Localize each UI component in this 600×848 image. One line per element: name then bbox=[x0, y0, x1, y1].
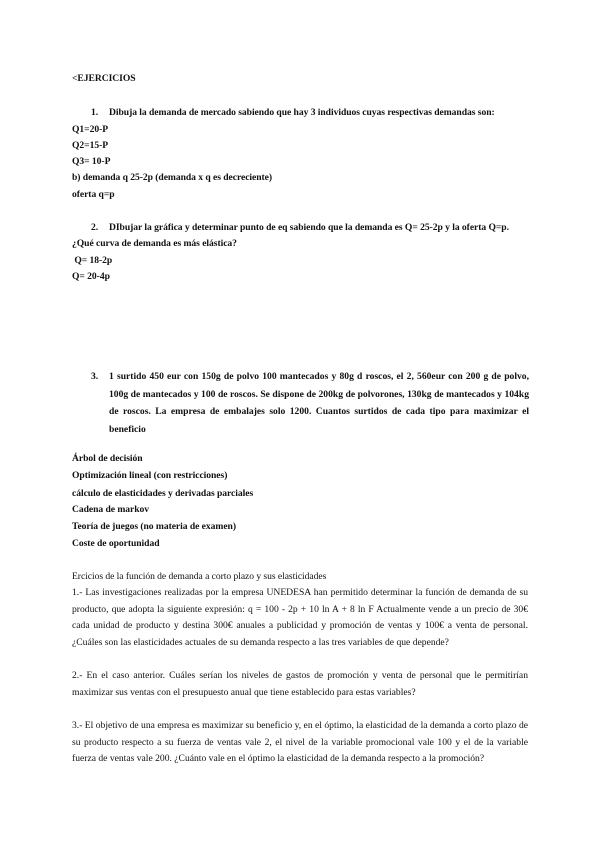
paragraph-3: 3.- El objetivo de una empresa es maximizar su beneficio y, en el óptimo, la elasticidad de la demanda a corto plazo de su producto respecto a su fuerza de ventas vale 2, el nivel de la variable promocional vale 100 y el de la variable fuerza de ventas vale 200. ¿Cuánto vale en el óptimo la elasticidad de la demanda respecto a la promoción? bbox=[72, 720, 528, 764]
topic-item: Coste de oportunidad bbox=[72, 538, 160, 549]
exercise-2-qa: Q= 18-2p bbox=[72, 255, 113, 266]
topic-item: cálculo de elasticidades y derivadas parciales bbox=[72, 488, 254, 499]
exercise-1-number: 1. bbox=[91, 107, 99, 118]
topic-item: Optimización lineal (con restricciones) bbox=[72, 470, 228, 481]
paragraph-2: 2.- En el caso anterior. Cuáles serían los niveles de gastos de promoción y venta de personal que le permitirían maximizar sus ventas con el presupuesto anual que tiene establecido para estas variables? bbox=[72, 670, 528, 698]
exercise-1-q3: Q3= 10-P bbox=[72, 156, 111, 167]
exercise-1-q1: Q1=20-P bbox=[72, 124, 109, 135]
exercise-1-oferta: oferta q=p bbox=[72, 189, 115, 200]
exercise-2-qb: Q= 20-4p bbox=[72, 271, 110, 282]
exercise-2-question: ¿Qué curva de demanda es más elástica? bbox=[72, 238, 237, 249]
section-title: Ercicios de la función de demanda a corto plazo y sus elasticidades bbox=[72, 571, 327, 582]
exercise-3-number: 3. bbox=[91, 371, 99, 382]
exercise-1-text: Dibuja la demanda de mercado sabiendo que hay 3 individuos cuyas respectivas demandas son: bbox=[109, 107, 495, 118]
exercise-1-b: b) demanda q 25-2p (demanda x q es decreciente) bbox=[72, 172, 273, 183]
paragraph-1: 1.- Las investigaciones realizadas por la empresa UNEDESA han permitido determinar la función de demanda de su producto, que adopta la siguiente expresión: q = 100 - 2p + 10 ln A + 8 ln F Actualmente vende a un precio de 30€ cada unidad de producto y destina 300€ anuales a publicidad y promoción de ventas y 100€ a venta de personal. ¿Cuáles son las elasticidades actuales de su demanda respecto a las tres variables de que depende? bbox=[72, 587, 528, 648]
topic-item: Teoría de juegos (no materia de examen) bbox=[72, 521, 236, 532]
exercise-2-number: 2. bbox=[91, 222, 99, 233]
heading: <EJERCICIOS bbox=[72, 73, 136, 84]
exercise-3-text: 1 surtido 450 eur con 150g de polvo 100 mantecados y 80g d roscos, el 2, 560eur con 200 g de polvo, 100g de mantecados y 100 de roscos. Se dispone de 200kg de polvorones, 130kg de mantecados y 104kg de roscos. La empresa de embalajes solo 1200. Cuantos surtidos de cada tipo para maximizar el beneficio bbox=[109, 371, 529, 435]
topic-item: Árbol de decisión bbox=[72, 453, 143, 464]
exercise-2-text: DIbujar la gráfica y determinar punto de eq sabiendo que la demanda es Q= 25-2p y la oferta Q=p. bbox=[109, 222, 509, 233]
topic-item: Cadena de markov bbox=[72, 504, 150, 515]
exercise-1-q2: Q2=15-P bbox=[72, 140, 109, 151]
